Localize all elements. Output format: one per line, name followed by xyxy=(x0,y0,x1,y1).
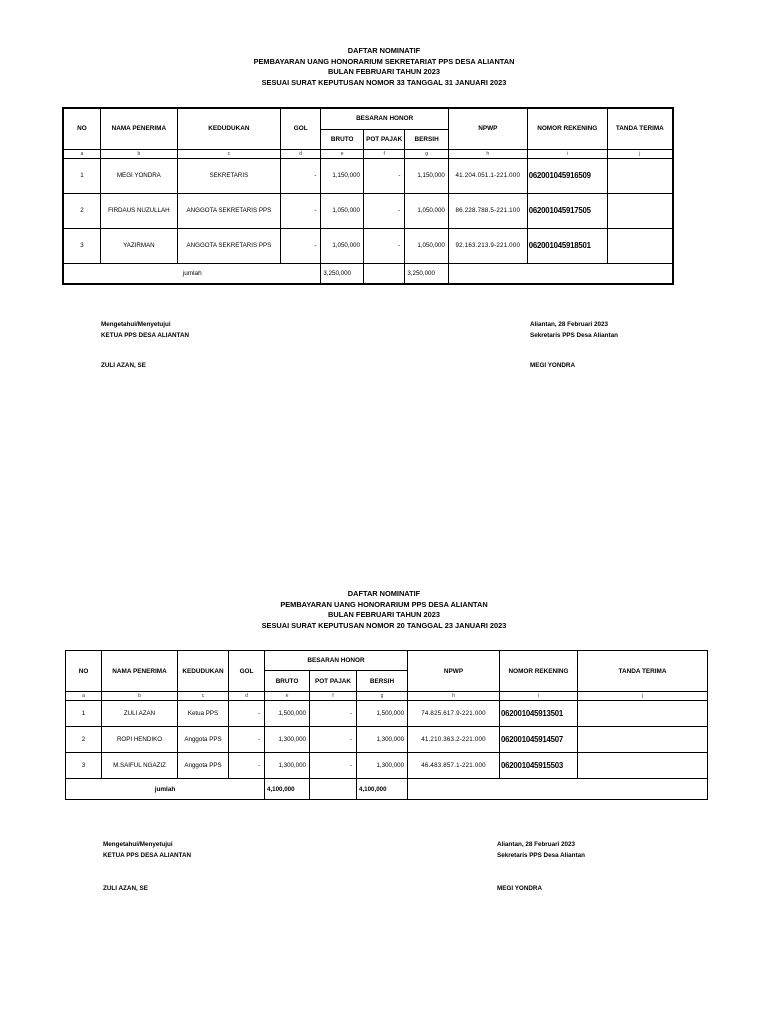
doc1-title: DAFTAR NOMINATIF xyxy=(347,46,421,55)
row-kedudukan: SEKRETARIS xyxy=(177,158,280,193)
row-kedudukan: Ketua PPS xyxy=(178,701,229,727)
total-row xyxy=(66,779,708,800)
column-index: j xyxy=(578,692,708,701)
row-nama: FIRDAUS NUZULLAH xyxy=(100,193,177,228)
row-no: 3 xyxy=(66,753,102,779)
row-kedudukan: Anggota PPS xyxy=(178,753,229,779)
row-bersih: 1,300,000 xyxy=(357,753,408,779)
row-rekening: 062001045918501 xyxy=(527,228,607,263)
row-rekening: 062001045915503 xyxy=(500,753,578,779)
row-nama: MEGI YONDRA xyxy=(100,158,177,193)
column-index: i xyxy=(527,149,607,158)
total-label: jumlah xyxy=(63,263,321,284)
doc2-signature-left xyxy=(103,839,191,894)
col-header-bersih: BERSIH xyxy=(357,671,408,692)
col-header-gol: GOL xyxy=(229,651,265,692)
total-label: jumlah xyxy=(66,779,265,800)
row-gol: - xyxy=(280,158,320,193)
row-bersih: 1,300,000 xyxy=(357,727,408,753)
row-nama: ZULI AZAN xyxy=(102,701,178,727)
column-index-row xyxy=(63,149,673,158)
row-no: 1 xyxy=(63,158,100,193)
doc2-period: BULAN FEBRUARI TAHUN 2023 xyxy=(328,610,440,619)
table-row xyxy=(63,228,673,263)
row-bruto: 1,050,000 xyxy=(321,193,363,228)
total-empty xyxy=(408,779,708,800)
approver-title: KETUA PPS DESA ALIANTAN xyxy=(101,332,190,339)
row-gol: - xyxy=(229,727,265,753)
col-header-kedudukan: KEDUDUKAN xyxy=(177,108,280,149)
table-row xyxy=(63,193,673,228)
doc1-nominative-table xyxy=(62,107,674,285)
doc1-signature-left xyxy=(101,319,189,371)
row-gol: - xyxy=(229,753,265,779)
doc1-signature-right xyxy=(530,319,618,371)
total-row xyxy=(63,263,673,284)
col-header-bruto: BRUTO xyxy=(321,129,363,149)
col-header-tanda-terima: TANDA TERIMA xyxy=(578,651,708,692)
row-kedudukan: ANGGOTA SEKRETARIS PPS xyxy=(177,228,280,263)
column-index-row xyxy=(66,692,708,701)
row-no: 1 xyxy=(66,701,102,727)
column-index: e xyxy=(321,149,363,158)
doc1-period: BULAN FEBRUARI TAHUN 2023 xyxy=(328,67,440,76)
column-index: d xyxy=(280,149,320,158)
row-bersih: 1,050,000 xyxy=(405,193,449,228)
signer-name: MEGI YONDRA xyxy=(530,362,576,369)
table-row xyxy=(63,158,673,193)
row-bruto: 1,300,000 xyxy=(265,753,310,779)
column-index: a xyxy=(63,149,100,158)
doc2-signature-right xyxy=(497,839,585,894)
total-pot-pajak xyxy=(310,779,357,800)
row-npwp: 46.483.857.1-221.000 xyxy=(408,753,500,779)
approver-name: ZULI AZAN, SE xyxy=(101,362,146,369)
table-row xyxy=(66,753,708,779)
column-index: h xyxy=(448,149,527,158)
col-header-bruto: BRUTO xyxy=(265,671,310,692)
column-index: c xyxy=(178,692,229,701)
col-header-nama: NAMA PENERIMA xyxy=(102,651,178,692)
total-bruto: 3,250,000 xyxy=(321,263,363,284)
row-pot-pajak: - xyxy=(363,193,404,228)
doc2-subtitle: PEMBAYARAN UANG HONORARIUM PPS DESA ALIANTAN xyxy=(280,599,488,609)
row-gol: - xyxy=(280,228,320,263)
column-index: b xyxy=(100,149,177,158)
row-bersih: 1,150,000 xyxy=(405,158,449,193)
column-index: h xyxy=(408,692,500,701)
col-header-npwp: NPWP xyxy=(408,651,500,692)
table-row xyxy=(66,701,708,727)
row-pot-pajak: - xyxy=(363,158,404,193)
col-header-npwp: NPWP xyxy=(448,108,527,149)
row-tanda-terima xyxy=(607,193,673,228)
row-pot-pajak: - xyxy=(310,753,357,779)
doc2-decree: SESUAI SURAT KEPUTUSAN NOMOR 20 TANGGAL 23 JANUARI 2023 xyxy=(261,620,507,630)
column-index: c xyxy=(177,149,280,158)
row-gol: - xyxy=(280,193,320,228)
row-npwp: 74.825.617.9-221.000 xyxy=(408,701,500,727)
row-tanda-terima xyxy=(607,158,673,193)
total-bruto: 4,100,000 xyxy=(265,779,310,800)
col-header-pot-pajak: POT PAJAK xyxy=(363,129,404,149)
col-header-no: NO xyxy=(63,108,100,149)
doc1-subtitle: PEMBAYARAN UANG HONORARIUM SEKRETARIAT PPS DESA ALIANTAN xyxy=(253,56,515,66)
doc2-nominative-table xyxy=(65,650,708,800)
row-tanda-terima xyxy=(578,753,708,779)
doc1-decree: SESUAI SURAT KEPUTUSAN NOMOR 33 TANGGAL 31 JANUARI 2023 xyxy=(261,77,507,87)
approver-title: KETUA PPS DESA ALIANTAN xyxy=(103,852,192,859)
total-bersih: 4,100,000 xyxy=(357,779,408,800)
row-no: 2 xyxy=(63,193,100,228)
row-npwp: 41.204.051.1-221.000 xyxy=(448,158,527,193)
column-index: a xyxy=(66,692,102,701)
row-bersih: 1,500,000 xyxy=(357,701,408,727)
column-index: b xyxy=(102,692,178,701)
row-nama: ROPI HENDIKO xyxy=(102,727,178,753)
col-header-bersih: BERSIH xyxy=(405,129,449,149)
row-no: 2 xyxy=(66,727,102,753)
col-header-besaran-honor: BESARAN HONOR xyxy=(321,108,448,129)
total-pot-pajak xyxy=(363,263,404,284)
column-index: g xyxy=(357,692,408,701)
row-bruto: 1,150,000 xyxy=(321,158,363,193)
col-header-kedudukan: KEDUDUKAN xyxy=(178,651,229,692)
col-header-pot-pajak: POT PAJAK xyxy=(310,671,357,692)
row-tanda-terima xyxy=(578,727,708,753)
signer-name: MEGI YONDRA xyxy=(497,885,543,892)
row-no: 3 xyxy=(63,228,100,263)
row-bersih: 1,050,000 xyxy=(405,228,449,263)
row-gol: - xyxy=(229,701,265,727)
col-header-rekening: NOMOR REKENING xyxy=(500,651,578,692)
column-index: f xyxy=(363,149,404,158)
col-header-no: NO xyxy=(66,651,102,692)
row-npwp: 86.228.788.5-221.100 xyxy=(448,193,527,228)
row-kedudukan: ANGGOTA SEKRETARIS PPS xyxy=(177,193,280,228)
approver-name: ZULI AZAN, SE xyxy=(103,885,148,892)
column-index: f xyxy=(310,692,357,701)
row-nama: YAZIRMAN xyxy=(100,228,177,263)
row-rekening: 062001045914507 xyxy=(500,727,578,753)
row-rekening: 062001045917505 xyxy=(527,193,607,228)
column-index: i xyxy=(500,692,578,701)
row-npwp: 92.163.213.9-221.000 xyxy=(448,228,527,263)
table-row xyxy=(66,727,708,753)
row-tanda-terima xyxy=(607,228,673,263)
place-date: Aliantan, 28 Februari 2023 xyxy=(497,841,576,848)
row-pot-pajak: - xyxy=(310,701,357,727)
approval-label: Mengetahui/Menyetujui xyxy=(103,841,173,848)
column-index: j xyxy=(607,149,673,158)
column-index: g xyxy=(405,149,449,158)
col-header-tanda-terima: TANDA TERIMA xyxy=(607,108,673,149)
col-header-besaran-honor: BESARAN HONOR xyxy=(265,651,408,671)
column-index: d xyxy=(229,692,265,701)
row-bruto: 1,050,000 xyxy=(321,228,363,263)
column-index: e xyxy=(265,692,310,701)
row-rekening: 062001045916509 xyxy=(527,158,607,193)
row-bruto: 1,500,000 xyxy=(265,701,310,727)
col-header-nama: NAMA PENERIMA xyxy=(100,108,177,149)
doc2-header xyxy=(0,589,768,631)
doc1-header xyxy=(0,46,768,88)
total-empty xyxy=(448,263,673,284)
row-npwp: 41.210.363.2-221.000 xyxy=(408,727,500,753)
row-tanda-terima xyxy=(578,701,708,727)
row-bruto: 1,300,000 xyxy=(265,727,310,753)
col-header-rekening: NOMOR REKENING xyxy=(527,108,607,149)
signer-title: Sekretaris PPS Desa Aliantan xyxy=(530,332,618,339)
approval-label: Mengetahui/Menyetujui xyxy=(101,321,171,328)
place-date: Aliantan, 28 Februari 2023 xyxy=(530,321,609,328)
row-kedudukan: Anggota PPS xyxy=(178,727,229,753)
row-nama: M.SAIFUL NGAZIZ xyxy=(102,753,178,779)
row-pot-pajak: - xyxy=(363,228,404,263)
doc2-title: DAFTAR NOMINATIF xyxy=(347,589,421,598)
col-header-gol: GOL xyxy=(280,108,320,149)
row-rekening: 062001045913501 xyxy=(500,701,578,727)
signer-title: Sekretaris PPS Desa Aliantan xyxy=(497,852,585,859)
total-bersih: 3,250,000 xyxy=(405,263,449,284)
row-pot-pajak: - xyxy=(310,727,357,753)
